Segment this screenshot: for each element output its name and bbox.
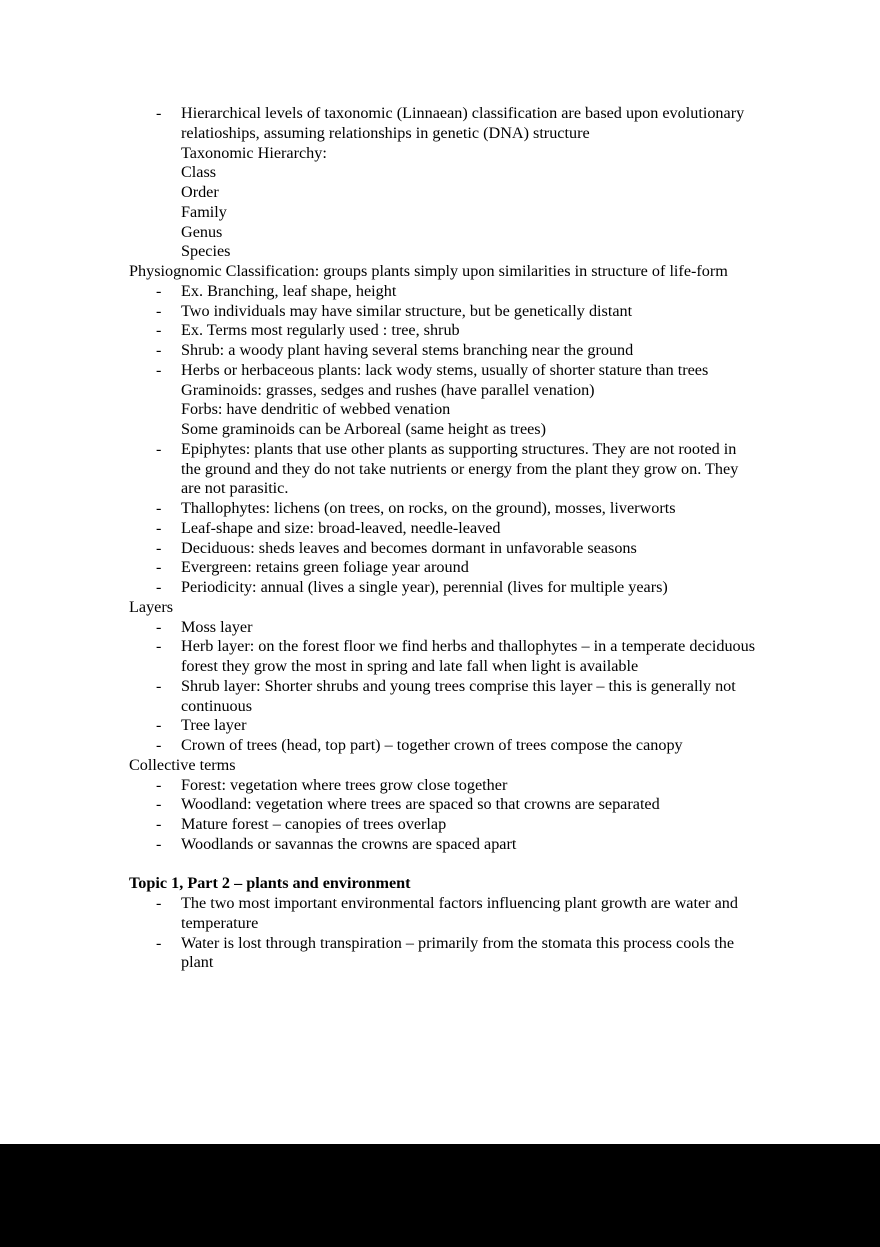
list-item: - Deciduous: sheds leaves and becomes dormant in unfavorable seasons [181,539,759,559]
sub-line: Order [181,183,219,201]
list-item: - Ex. Branching, leaf shape, height [181,282,759,302]
collective-heading: Collective terms [129,755,236,774]
list-item: - The two most important environmental factors influencing plant growth are water and temperature [181,894,759,934]
list-item: - Tree layer [181,716,759,736]
sub-line: Genus [181,222,223,241]
list-item: - Moss layer [181,618,759,638]
sub-line: Graminoids: grasses, sedges and rushes (have parallel venation) [181,380,595,399]
list-item: - Forest: vegetation where trees grow close together [181,776,759,796]
list-item: - Woodland: vegetation where trees are spaced so that crowns are separated [181,795,759,815]
list-item: - Thallophytes: lichens (on trees, on rocks, on the ground), mosses, liverworts [181,499,759,519]
list-item: - Shrub layer: Shorter shrubs and young trees comprise this layer – this is generally not continuous [181,677,759,717]
list-item: - Epiphytes: plants that use other plants as supporting structures. They are not rooted in the ground and they do not take nutrients or energy from the plant they grow on. They are not parasitic. [181,440,759,499]
taxonomy-list [129,104,759,262]
sub-line: Some graminoids can be Arboreal (same height as trees) [181,420,547,438]
list-item: - Shrub: a woody plant having several stems branching near the ground [181,341,759,361]
list-item: - Two individuals may have similar structure, but be genetically distant [181,302,759,322]
list-item: - Leaf-shape and size: broad-leaved, needle-leaved [181,519,759,539]
layers-heading: Layers [129,597,174,616]
list-item: - Mature forest – canopies of trees overlap [181,815,759,835]
list-item: - Evergreen: retains green foliage year around [181,558,759,578]
topic-heading: Topic 1, Part 2 – plants and environment [129,874,411,893]
list-item: - Ex. Terms most regularly used : tree, shrub [181,321,759,341]
list-item: - Woodlands or savannas the crowns are spaced apart [181,835,759,855]
sub-line: Species [181,242,231,261]
blank-line [129,855,759,875]
list-item-text: Hierarchical levels of taxonomic (Linnaean) classification are based upon evolutionary relatioships, assuming relationships in genetic (DNA) structure [181,104,745,142]
document-content [129,104,759,973]
list-item-text: Herbs or herbaceous plants: lack wody stems, usually of shorter stature than trees [181,360,709,379]
topic-list [129,894,759,973]
sub-line: Taxonomic Hierarchy: [181,143,327,162]
list-item: - Periodicity: annual (lives a single year), perennial (lives for multiple years) [181,578,759,598]
collective-list [129,776,759,855]
bottom-black-bar [0,1144,880,1247]
sub-line: Forbs: have dendritic of webbed venation [181,400,451,419]
list-item: - Water is lost through transpiration – primarily from the stomata this process cools the plant [181,934,759,974]
sub-line: Class [181,163,217,182]
list-item: - Herb layer: on the forest floor we find herbs and thallophytes – in a temperate deciduous forest they grow the most in spring and late fall when light is available [181,637,759,677]
layers-list [129,618,759,756]
list-item [181,361,759,440]
physiognomic-list [129,282,759,598]
sub-line: Family [181,202,227,221]
list-item: - Crown of trees (head, top part) – together crown of trees compose the canopy [181,736,759,756]
list-item [181,104,759,262]
physiognomic-heading: Physiognomic Classification: groups plants simply upon similarities in structure of life-form [129,262,728,280]
